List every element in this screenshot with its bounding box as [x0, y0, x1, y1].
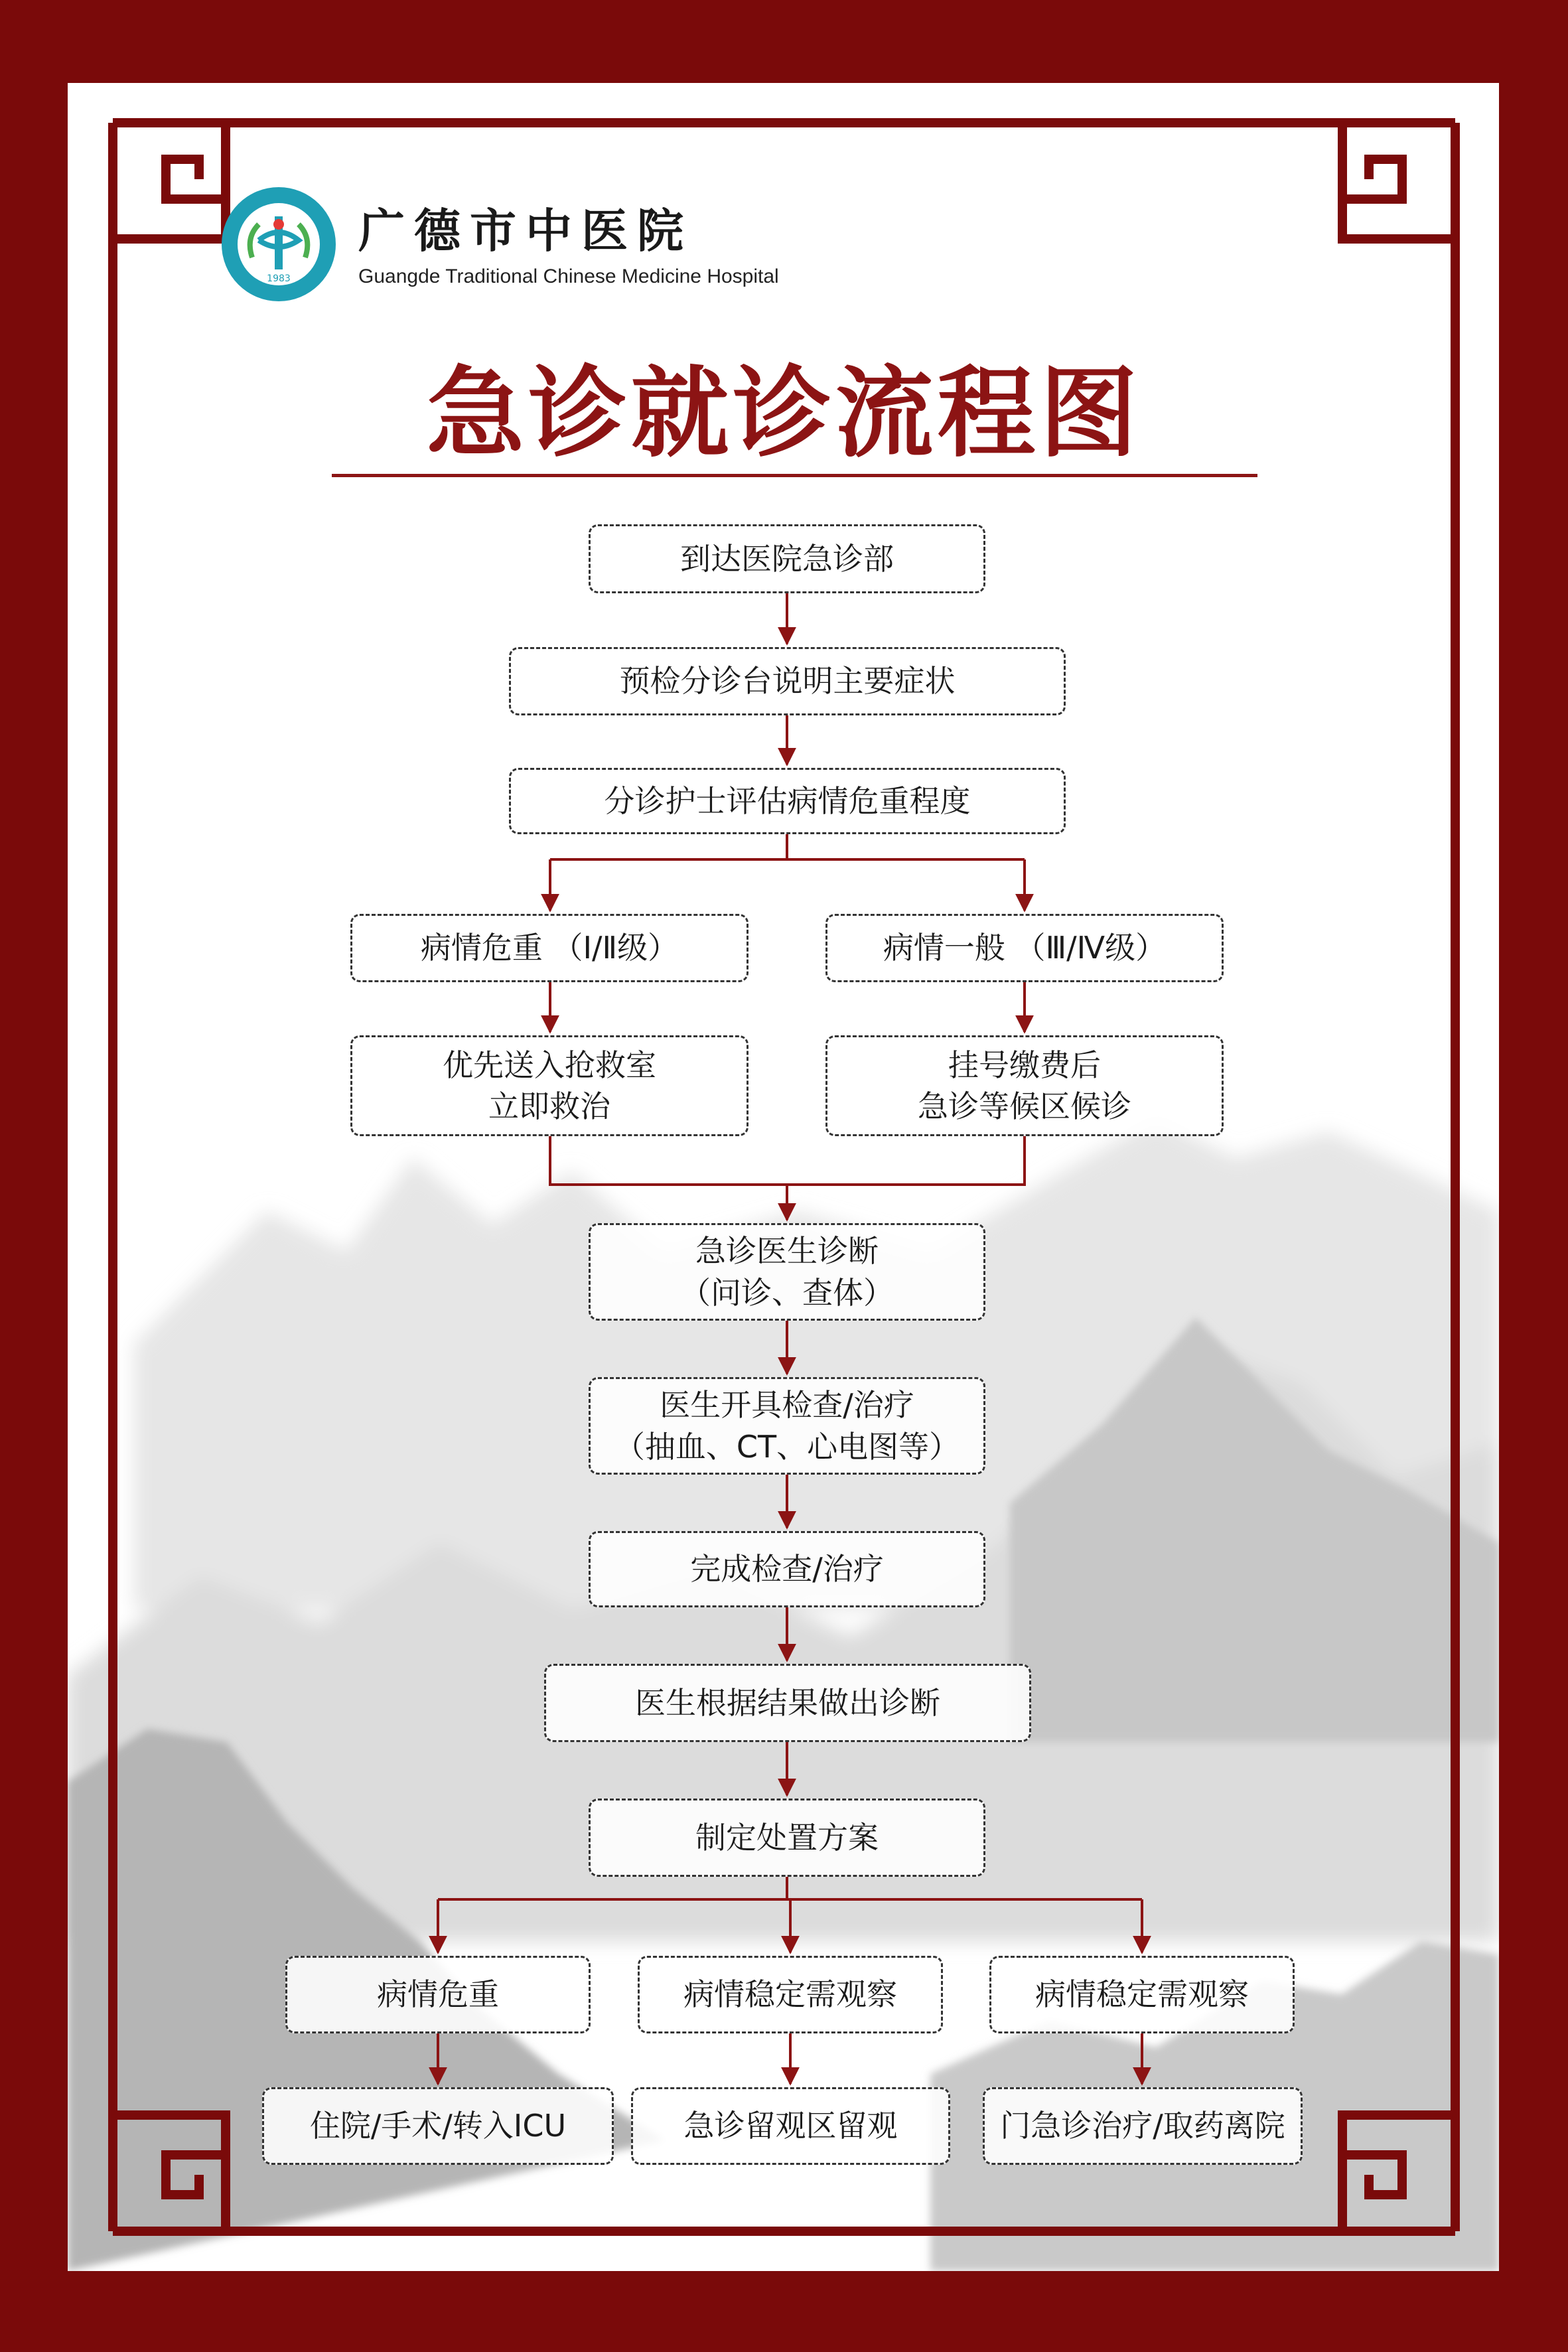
node-treatment-plan: 制定处置方案 — [589, 1799, 985, 1877]
node-doctor-diagnosis: 急诊医生诊断 （问诊、查体） — [589, 1223, 985, 1321]
title-underline — [332, 474, 1257, 477]
hospital-name-en: Guangde Traditional Chinese Medicine Hospital — [358, 265, 779, 287]
node-triage-desk: 预检分诊台说明主要症状 — [509, 647, 1066, 715]
node-outcome-critical: 病情危重 — [285, 1956, 591, 2033]
node-arrive-er: 到达医院急诊部 — [589, 524, 985, 593]
node-register-wait: 挂号缴费后 急诊等候区候诊 — [825, 1035, 1224, 1136]
node-rescue-room: 优先送入抢救室 立即救治 — [350, 1035, 748, 1136]
node-admit-surgery-icu: 住院/手术/转入ICU — [262, 2087, 614, 2165]
node-nurse-assess: 分诊护士评估病情危重程度 — [509, 768, 1066, 834]
logo-year: 1983 — [267, 273, 291, 284]
hospital-logo — [219, 184, 338, 304]
node-critical-level: 病情危重 （Ⅰ/Ⅱ级） — [350, 914, 748, 982]
node-er-observation: 急诊留观区留观 — [631, 2087, 950, 2165]
node-outcome-observe-2: 病情稳定需观察 — [989, 1956, 1295, 2033]
node-outpatient-discharge: 门急诊治疗/取药离院 — [983, 2087, 1303, 2165]
page-title: 急诊就诊流程图 — [426, 355, 1142, 471]
node-general-level: 病情一般 （Ⅲ/Ⅳ级） — [825, 914, 1224, 982]
node-order-tests: 医生开具检查/治疗 （抽血、CT、心电图等） — [589, 1377, 985, 1475]
node-complete-tests: 完成检查/治疗 — [589, 1531, 985, 1607]
hospital-name-cn: 广德市中医院 — [358, 203, 693, 258]
node-outcome-observe-1: 病情稳定需观察 — [638, 1956, 943, 2033]
node-result-diagnosis: 医生根据结果做出诊断 — [544, 1664, 1031, 1742]
